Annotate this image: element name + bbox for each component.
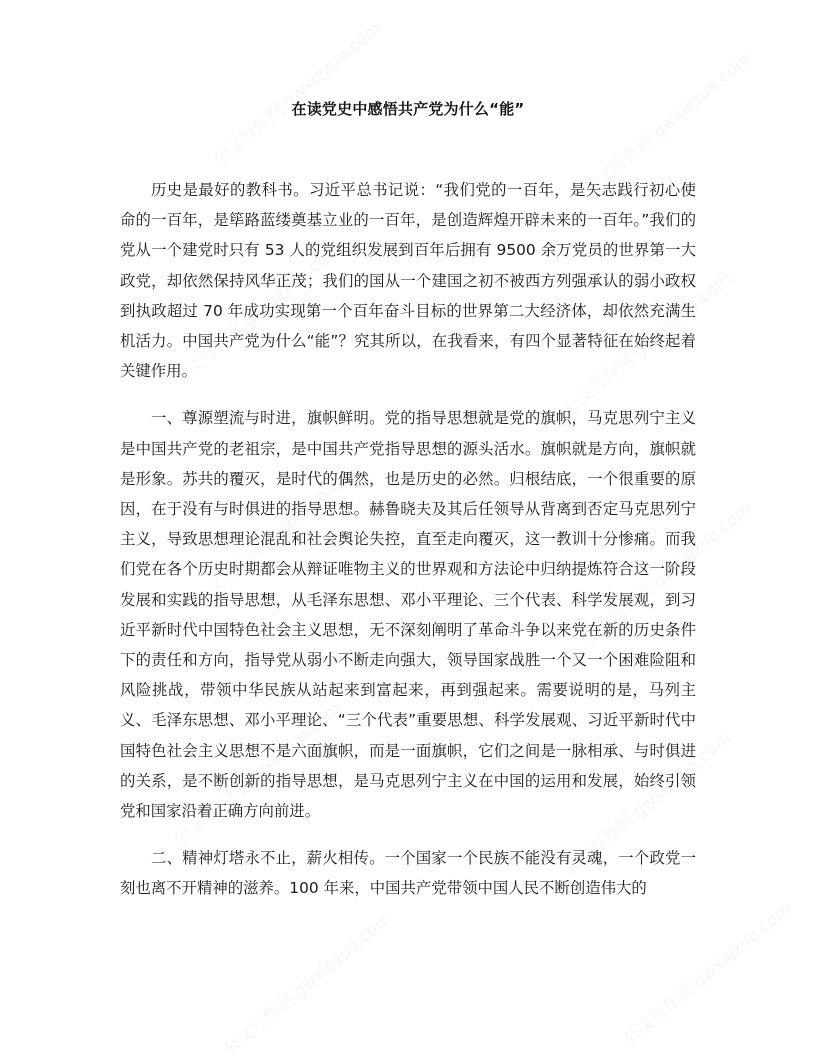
watermark — [217, 905, 395, 1060]
watermark — [207, 15, 385, 170]
paragraph-intro: 历史是最好的教科书。习近平总书记说：“我们党的一百年，是矢志践行初心使命的一百年，是筚路蓝缕奠基立业的一百年，是创造辉煌开辟未来的一百年。”我们的党从一个建党时只有 53 人的党组织发展到百年后拥有 9500 余万党员的世界第一大政党，却依然保持风华正茂；我们的国从一个建国之初不被西方列强承认的弱小政权到执政超过 70 年成功实现第一个百年奋斗目标的世界第二大经济体，却依然充满生机活力。中国共产党为什么“能”？究其所以，在我看来，有四个显著特征在始终起着关键作用。 — [120, 181, 696, 381]
paragraph-section-2: 二、精神灯塔永不止，薪火相传。一个国家一个民族不能没有灵魂，一个政党一刻也离不开精神的滋养。100 年来，中国共产党带领中国人民不断创造伟大的 — [120, 849, 696, 898]
document-title: 在读党史中感悟共产党为什么“能” — [291, 100, 525, 118]
document-body — [120, 175, 696, 921]
paragraph-section-1: 一、尊源塑流与时进，旗帜鲜明。党的指导思想就是党的旗帜，马克思列宁主义是中国共产党的老祖宗，是中国共产党指导思想的源头活水。旗帜就是方向，旗帜就是形象。苏共的覆灭，是时代的偶然，也是历史的必然。归根结底，一个很重要的原因，在于没有与时俱进的指导思想。赫鲁晓夫及其后任领导从背离到否定马克思列宁主义，导致思想理论混乱和社会舆论失控，直至走向覆灭，这一教训十分惨痛。而我们党在各个历史时期都会从辩证唯物主义的世界观和方法论中归纳提炼符合这一阶段发展和实践的指导思想，从毛泽东思想、邓小平理论、三个代表、科学发展观，到习近平新时代中国特色社会主义思想，无不深刻阐明了革命斗争以来党在新的历史条件下的责任和方向，指导党从弱小不断走向强大，领导国家战胜一个又一个困难险阻和风险挑战，带领中华民族从站起来到富起来，再到强起来。需要说明的是，马列主义、毛泽东思想、邓小平理论、“三个代表”重要思想、科学发展观、习近平新时代中国特色社会主义思想不是六面旗帜，而是一面旗帜，它们之间是一脉相承、与时俱进的关系，是不断创新的指导思想，是马克思列宁主义在中国的运用和发展，始终引领党和国家沿着正确方向前进。 — [120, 409, 696, 821]
